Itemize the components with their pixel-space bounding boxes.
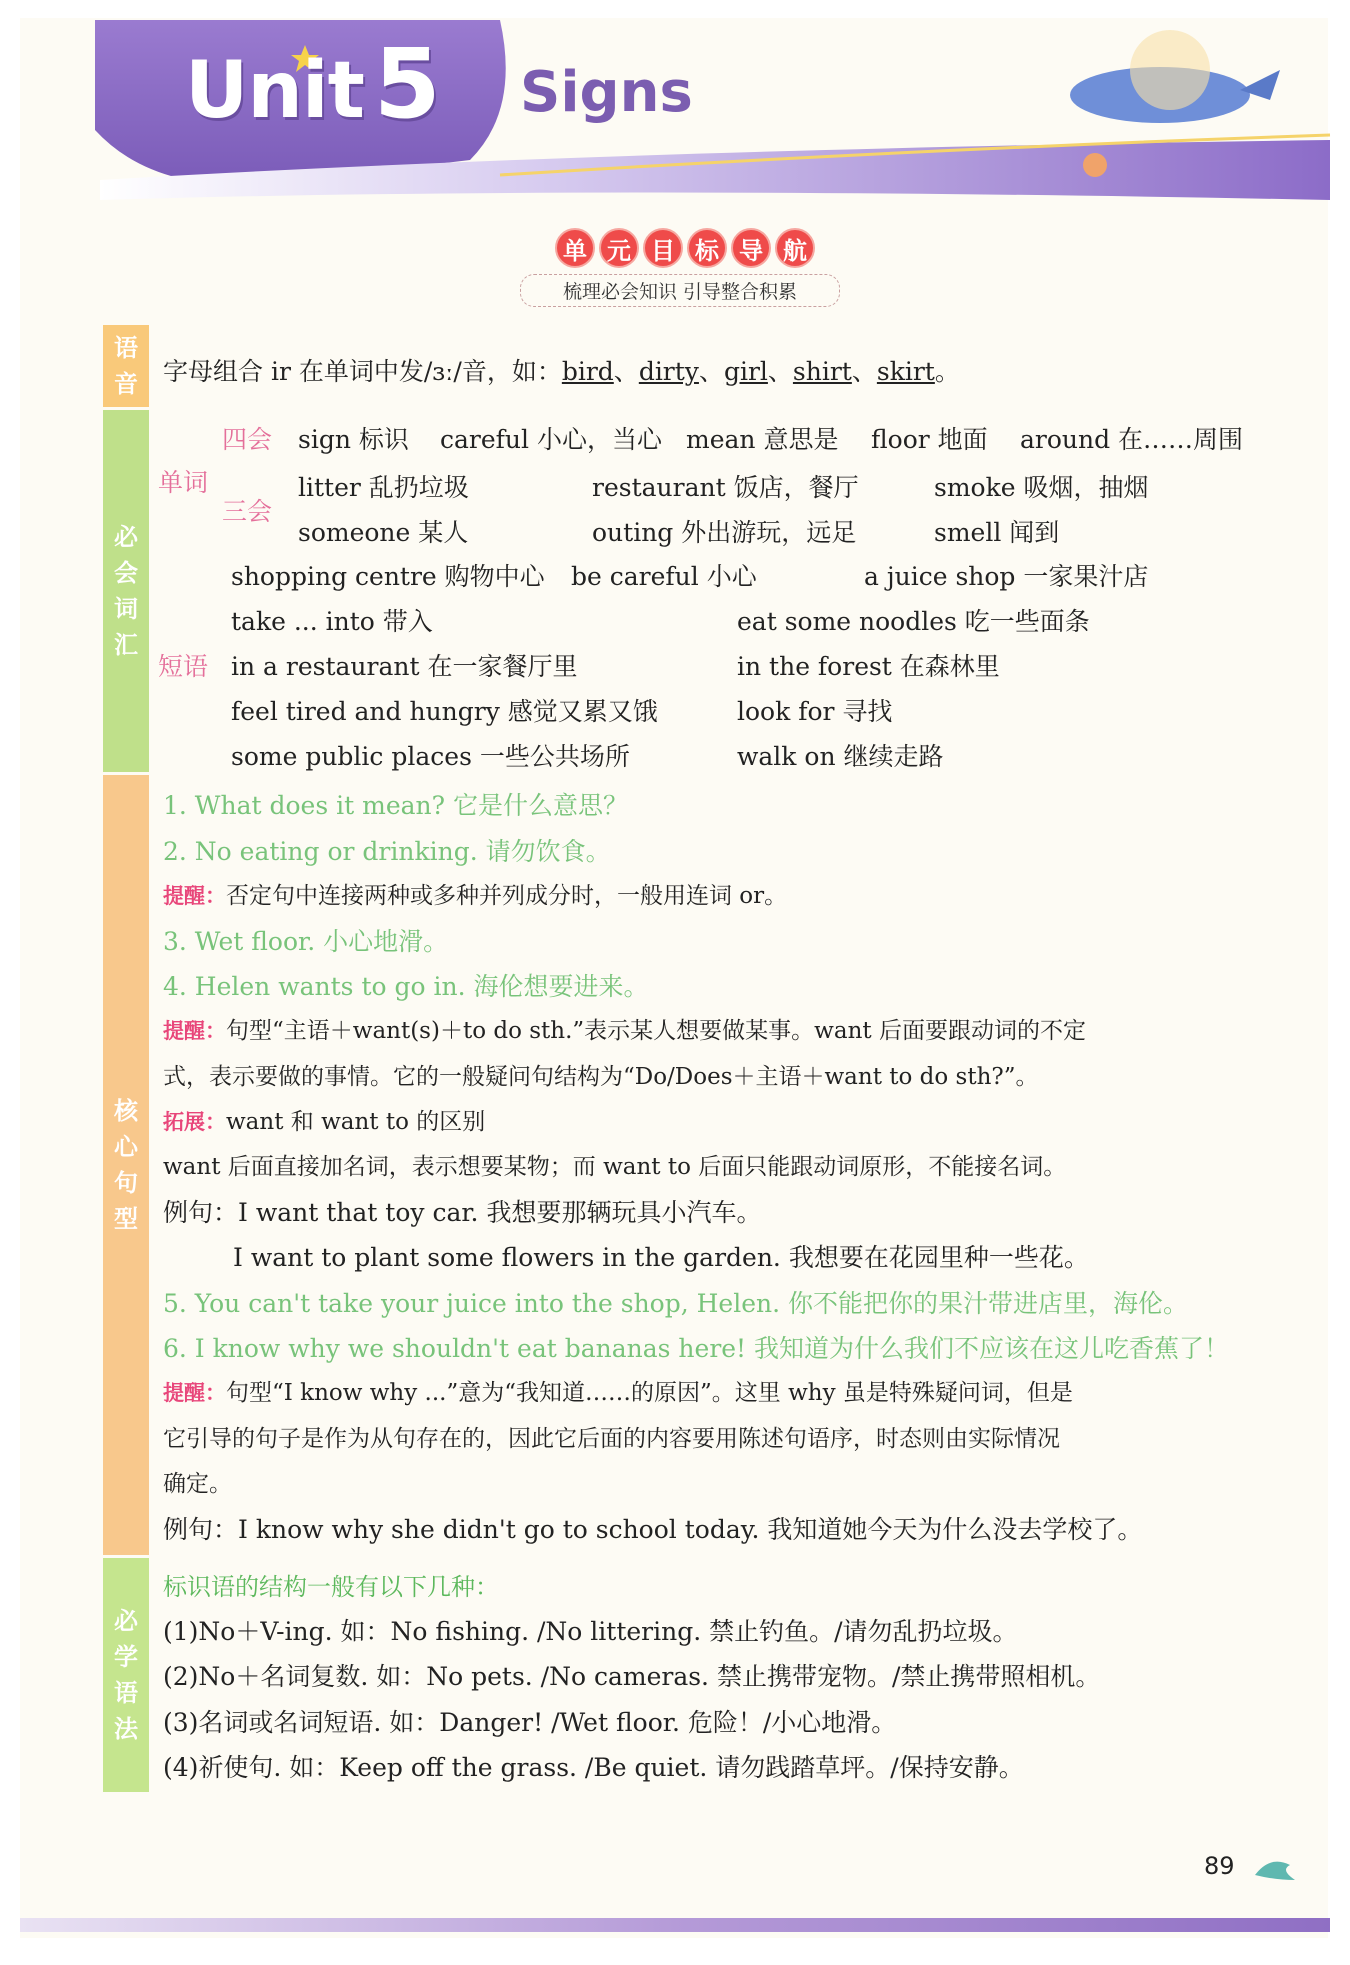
section-label-vocab: [103, 410, 149, 772]
section-label-sentences: [103, 775, 149, 1555]
label-char: 必: [114, 523, 138, 551]
phrase-item: some public places 一些公共场所: [231, 742, 630, 771]
tip-label: 提醒：: [163, 1381, 226, 1405]
vocab-item: sign 标识: [298, 425, 409, 454]
label-char: 学: [114, 1643, 138, 1671]
phrase-item: shopping centre 购物中心: [231, 562, 545, 591]
label-char: 核: [114, 1097, 138, 1125]
nav-title-char: 目: [643, 228, 683, 268]
label-char: 词: [114, 595, 138, 623]
vocab-item: litter 乱扔垃圾: [298, 473, 469, 502]
vocab-item: outing 外出游玩，远足: [592, 518, 857, 547]
section-label-grammar: [103, 1558, 149, 1792]
phrase-item: take ... into 带入: [231, 607, 433, 636]
separator: 。: [934, 357, 960, 386]
footer-bar: [20, 1918, 1330, 1932]
example-label: 例句：: [163, 1198, 239, 1227]
label-char: 法: [114, 1715, 138, 1743]
unit-title: [185, 28, 440, 140]
vocab-item: around 在……周围: [1020, 425, 1244, 454]
nav-subtitle: 梳理必会知识 引导整合积累: [520, 274, 840, 307]
grammar-title: 标识语的结构一般有以下几种：: [163, 1573, 499, 1601]
tip-text: 式，表示要做的事情。它的一般疑问句结构为“Do/Does＋主语＋want to do sth?”。: [163, 1064, 1039, 1090]
vocab-words-label: 单词: [158, 468, 209, 497]
core-sentence: 4. Helen wants to go in. 海伦想要进来。: [163, 972, 649, 1001]
example-label: 例句：: [163, 1515, 239, 1544]
tip-text: 句型“主语＋want(s)＋to do sth.”表示某人想要做某事。want 后面要跟动词的不定: [226, 1018, 1086, 1044]
example-text: I want to plant some flowers in the garden. 我想要在花园里种一些花。: [233, 1243, 1089, 1272]
planet-icon: [1083, 153, 1107, 177]
nav-title-char: 标: [687, 228, 727, 268]
example-line: [163, 1193, 761, 1229]
label-char: 必: [114, 1607, 138, 1635]
core-sentence: 1. What does it mean? 它是什么意思？: [163, 791, 628, 820]
nav-title-char: 元: [599, 228, 639, 268]
label-char: 型: [114, 1205, 138, 1233]
phonetics-line: [163, 352, 960, 388]
phonetics-word: bird: [561, 357, 614, 386]
phonetics-word: shirt: [792, 357, 852, 386]
separator: 、: [698, 357, 724, 386]
phrase-item: walk on 继续走路: [737, 742, 944, 771]
label-char: 句: [114, 1169, 138, 1197]
separator: 、: [851, 357, 877, 386]
vocab-item: someone 某人: [298, 518, 469, 547]
label-char: 语: [114, 1679, 138, 1707]
grammar-item: (4)祈使句. 如：Keep off the grass. /Be quiet. 请勿践踏草坪。/保持安静。: [163, 1753, 1024, 1782]
unit-number: 5: [373, 28, 440, 140]
core-sentence: 2. No eating or drinking. 请勿饮食。: [163, 837, 611, 866]
unit-subtitle: Signs: [520, 60, 693, 125]
vocab-item: smell 闻到: [934, 518, 1060, 547]
label-char: 语: [114, 334, 138, 362]
phonetics-word: dirty: [638, 357, 699, 386]
core-sentence: 6. I know why we shouldn't eat bananas here! 我知道为什么我们不应该在这儿吃香蕉了！: [163, 1334, 1230, 1363]
vocab-item: careful 小心，当心: [440, 425, 662, 454]
unit-goal-badge: [520, 228, 850, 306]
expand-title: want 和 want to 的区别: [226, 1109, 486, 1135]
nav-title-char: 导: [731, 228, 771, 268]
phrase-item: feel tired and hungry 感觉又累又饿: [231, 697, 658, 726]
vocab-item: mean 意思是: [686, 425, 839, 454]
label-char: 心: [114, 1133, 138, 1161]
dolphin-icon: [1250, 1850, 1300, 1890]
vocab-item: restaurant 饭店，餐厅: [592, 473, 859, 502]
page-number: 89: [1204, 1852, 1235, 1880]
tip-text: 它引导的句子是作为从句存在的，因此它后面的内容要用陈述句语序，时态则由实际情况: [163, 1426, 1060, 1452]
grammar-item: (1)No＋V-ing. 如：No fishing. /No littering. 禁止钓鱼。/请勿乱扔垃圾。: [163, 1617, 1018, 1646]
example-text: I want that toy car. 我想要那辆玩具小汽车。: [238, 1198, 762, 1227]
tip-text: 确定。: [163, 1471, 232, 1497]
phrase-item: be careful 小心: [571, 562, 757, 591]
unit-header: [0, 0, 1350, 210]
vocab-item: smoke 吸烟，抽烟: [934, 473, 1149, 502]
grammar-item: (2)No＋名词复数. 如：No pets. /No cameras. 禁止携带宠物。/禁止携带照相机。: [163, 1662, 1101, 1691]
tip-line: [163, 1374, 1073, 1407]
expand-body: want 后面直接加名词，表示想要某物；而 want to 后面只能跟动词原形，不能接名词。: [163, 1154, 1067, 1180]
phonetics-word: skirt: [876, 357, 935, 386]
phrase-item: eat some noodles 吃一些面条: [737, 607, 1090, 636]
nav-title-char: 单: [555, 228, 595, 268]
phonetics-prefix: 字母组合 ir 在单词中发/ɜː/音，如：: [163, 357, 562, 386]
phrase-item: look for 寻找: [737, 697, 893, 726]
example-text: I know why she didn't go to school today. 我知道她今天为什么没去学校了。: [238, 1515, 1143, 1544]
expand-line: [163, 1103, 485, 1136]
core-sentence: 5. You can't take your juice into the shop, Helen. 你不能把你的果汁带进店里，海伦。: [163, 1289, 1189, 1318]
tip-label: 提醒：: [163, 1019, 226, 1043]
tip-text: 句型“I know why ...”意为“我知道……的原因”。这里 why 虽是特殊疑问词，但是: [226, 1380, 1073, 1406]
core-sentence: 3. Wet floor. 小心地滑。: [163, 927, 449, 956]
phonetics-word: girl: [723, 357, 768, 386]
tip-label: 提醒：: [163, 884, 226, 908]
phrase-item: in the forest 在森林里: [737, 652, 1000, 681]
label-char: 音: [114, 370, 138, 398]
phrase-item: in a restaurant 在一家餐厅里: [231, 652, 578, 681]
vocab-three-label: 三会: [222, 497, 273, 526]
unit-word: Unit: [185, 46, 364, 136]
vocab-item: floor 地面: [871, 425, 988, 454]
section-label-phonetics: [103, 325, 149, 407]
expand-label: 拓展：: [163, 1110, 226, 1134]
separator: 、: [767, 357, 793, 386]
tip-line: [163, 877, 787, 910]
vocab-four-label: 四会: [222, 425, 273, 454]
phrase-item: a juice shop 一家果汁店: [864, 562, 1149, 591]
label-char: 会: [114, 559, 138, 587]
example-line: [163, 1510, 1142, 1546]
nav-title-char: 航: [775, 228, 815, 268]
tip-text: 否定句中连接两种或多种并列成分时，一般用连词 or。: [226, 883, 788, 909]
vocab-phrases-label: 短语: [158, 652, 209, 681]
grammar-item: (3)名词或名词短语. 如：Danger! /Wet floor. 危险！/小心地滑。: [163, 1708, 897, 1737]
separator: 、: [613, 357, 639, 386]
label-char: 汇: [114, 631, 138, 659]
tip-line: [163, 1012, 1086, 1045]
